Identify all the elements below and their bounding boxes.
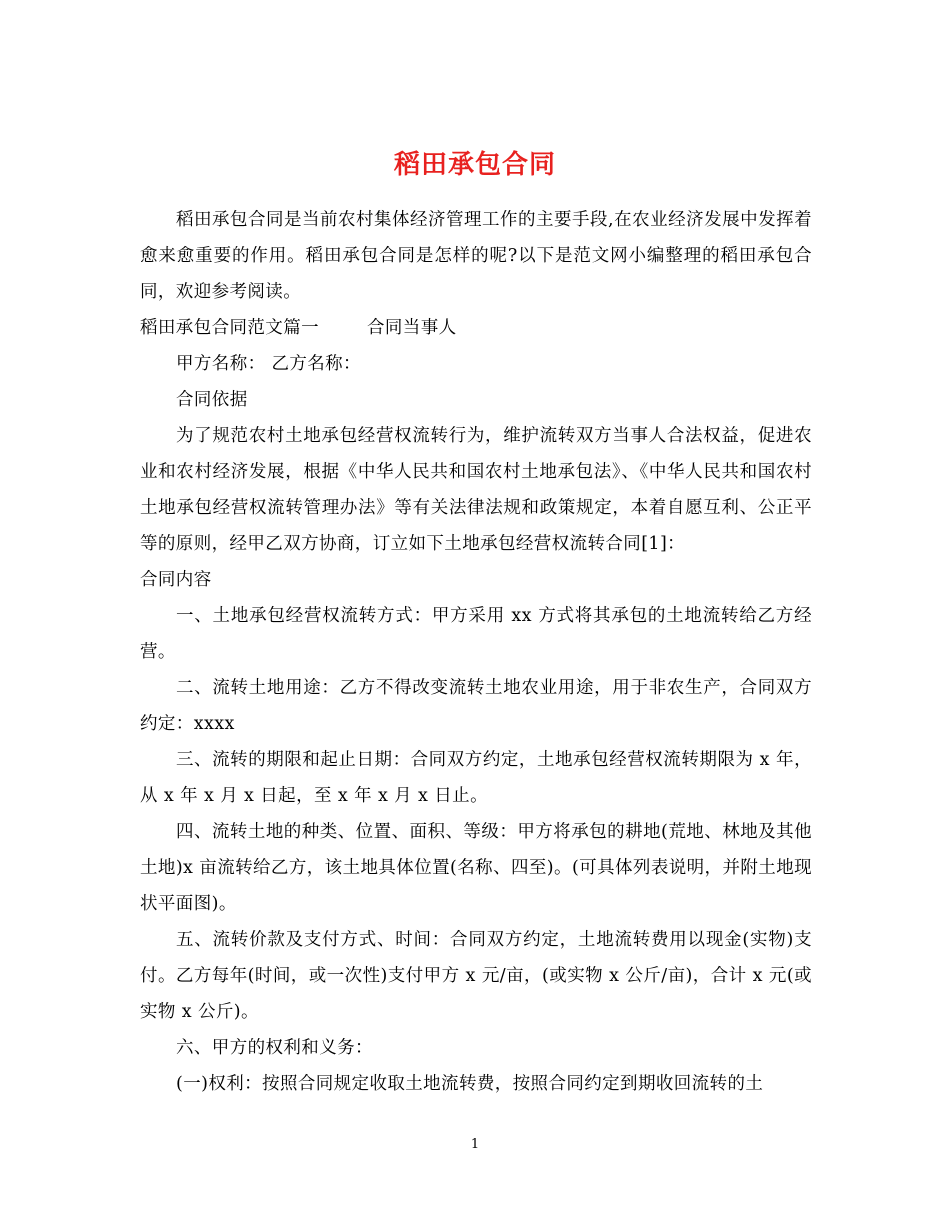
section-heading-line (140, 310, 812, 346)
sample-heading: 稻田承包合同范文篇一 (140, 318, 319, 338)
parties-heading: 合同当事人 (367, 318, 457, 338)
intro-paragraph: 稻田承包合同是当前农村集体经济管理工作的主要手段,在农业经济发展中发挥着愈来愈重要的作用。稻田承包合同是怎样的呢?以下是范文网小编整理的稻田承包合同，欢迎参考阅读。 (140, 210, 812, 302)
basis-paragraph: 为了规范农村土地承包经营权流转行为，维护流转双方当事人合法权益，促进农业和农村经济发展，根据《中华人民共和国农村土地承包法》、《中华人民共和国农村土地承包经营权流转管理办法》等有关法律法规和政策规定，本着自愿互利、公正平等的原则，经甲乙双方协商，订立如下土地承包经营权流转合同[1]： (140, 426, 812, 554)
basis-heading: 合同依据 (176, 390, 248, 410)
parties-paragraph: 甲方名称： 乙方名称： (176, 354, 361, 374)
clause-6-rights: (一)权利：按照合同规定收取土地流转费，按照合同约定到期收回流转的土 (176, 1074, 764, 1094)
page-number: 1 (470, 1137, 480, 1152)
page-title: 稻田承包合同 (393, 150, 556, 181)
content-heading: 合同内容 (140, 570, 212, 590)
clause-3: 三、流转的期限和起止日期：合同双方约定，土地承包经营权流转期限为 x 年，从 x 年 x 月 x 日起，至 x 年 x 月 x 日止。 (140, 750, 812, 806)
document-body (140, 202, 812, 1102)
clause-1: 一、土地承包经营权流转方式：甲方采用 xx 方式将其承包的土地流转给乙方经营。 (140, 606, 812, 662)
clause-2: 二、流转土地用途：乙方不得改变流转土地农业用途，用于非农生产，合同双方约定：xxxx (140, 678, 812, 734)
clause-4: 四、流转土地的种类、位置、面积、等级：甲方将承包的耕地(荒地、林地及其他土地)x 亩流转给乙方，该土地具体位置(名称、四至)。(可具体列表说明，并附土地现状平面图)。 (140, 822, 812, 914)
clause-5: 五、流转价款及支付方式、时间：合同双方约定，土地流转费用以现金(实物)支付。乙方每年(时间，或一次性)支付甲方 x 元/亩，(或实物 x 公斤/亩)，合计 x 元(或实物 x 公斤)。 (140, 930, 812, 1022)
clause-6: 六、甲方的权利和义务： (176, 1038, 373, 1058)
